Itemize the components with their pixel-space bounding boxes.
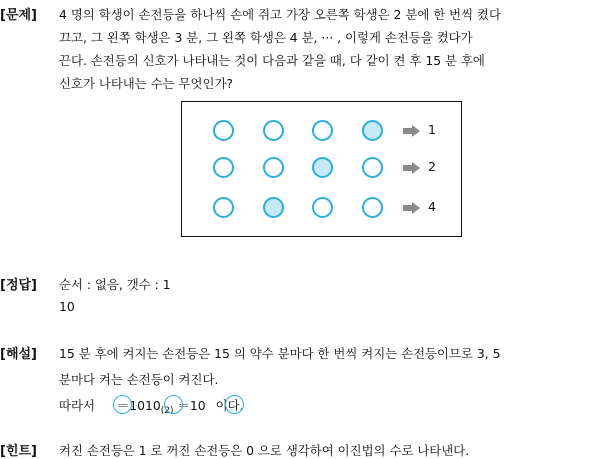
problem-line-2: 끄고, 그 왼쪽 학생은 3 분, 그 왼쪽 학생은 4 분, ··· , 이렇게 손전등을 켰다가: [59, 30, 473, 45]
decimal-result: 10: [189, 398, 206, 413]
explanation-suffix: 이다.: [215, 398, 244, 413]
binary-number: 1010: [129, 398, 161, 413]
problem-line-1: 4 명의 학생이 손전등을 하나씩 손에 쥐고 가장 오른쪽 학생은 2 분에 한 번씩 켰다: [59, 7, 501, 22]
row-value-label: 2: [428, 159, 436, 174]
lit-flashlight-icon: [362, 120, 383, 141]
problem-line-4: 신호가 나타내는 수는 무엇인가?: [59, 76, 233, 91]
lit-flashlight-icon: [312, 157, 333, 178]
base-subscript: (2): [160, 406, 174, 416]
unlit-flashlight-icon: [362, 157, 383, 178]
unlit-flashlight-icon: [312, 197, 333, 218]
row-value-label: 1: [428, 122, 436, 137]
unlit-flashlight-icon: [213, 120, 234, 141]
highlight-circle-1: [113, 395, 132, 414]
unlit-flashlight-icon: [362, 197, 383, 218]
explanation-tag: [해설]: [0, 347, 37, 362]
answer-line-2: 10: [59, 299, 75, 314]
answer-tag: [정답]: [0, 278, 37, 293]
problem-line-3: 끈다. 손전등의 신호가 나타내는 것이 다음과 같을 때, 다 같이 켠 후 15 분 후에: [59, 53, 485, 68]
unlit-flashlight-icon: [263, 157, 284, 178]
hint-line-1: 켜진 손전등은 1 로 꺼진 손전등은 0 으로 생각하여 이진법의 수로 나타낸다.: [59, 443, 470, 458]
answer-line-1: 순서 : 없음, 갯수 : 1: [59, 277, 171, 292]
problem-tag: [문제]: [0, 8, 37, 23]
hint-tag: [힌트]: [0, 444, 37, 459]
flashlight-figure: [181, 101, 462, 237]
explanation-prefix: 따라서: [59, 398, 95, 413]
highlight-circle-3: [225, 395, 244, 414]
row-value-label: 4: [428, 199, 436, 214]
unlit-flashlight-icon: [263, 120, 284, 141]
explanation-line-1: 15 분 후에 켜지는 손전등은 15 의 약수 분마다 한 번씩 켜지는 손전등이므로 3, 5: [59, 346, 501, 361]
unlit-flashlight-icon: [312, 120, 333, 141]
unlit-flashlight-icon: [213, 197, 234, 218]
unlit-flashlight-icon: [213, 157, 234, 178]
equals-sign-2: ＝: [177, 398, 190, 413]
lit-flashlight-icon: [263, 197, 284, 218]
equals-sign-1: ＝: [116, 398, 130, 413]
explanation-line-2: 분마다 켜는 손전등이 켜진다.: [59, 372, 219, 387]
highlight-circle-2: [164, 395, 183, 414]
explanation-line-3: [59, 396, 243, 416]
